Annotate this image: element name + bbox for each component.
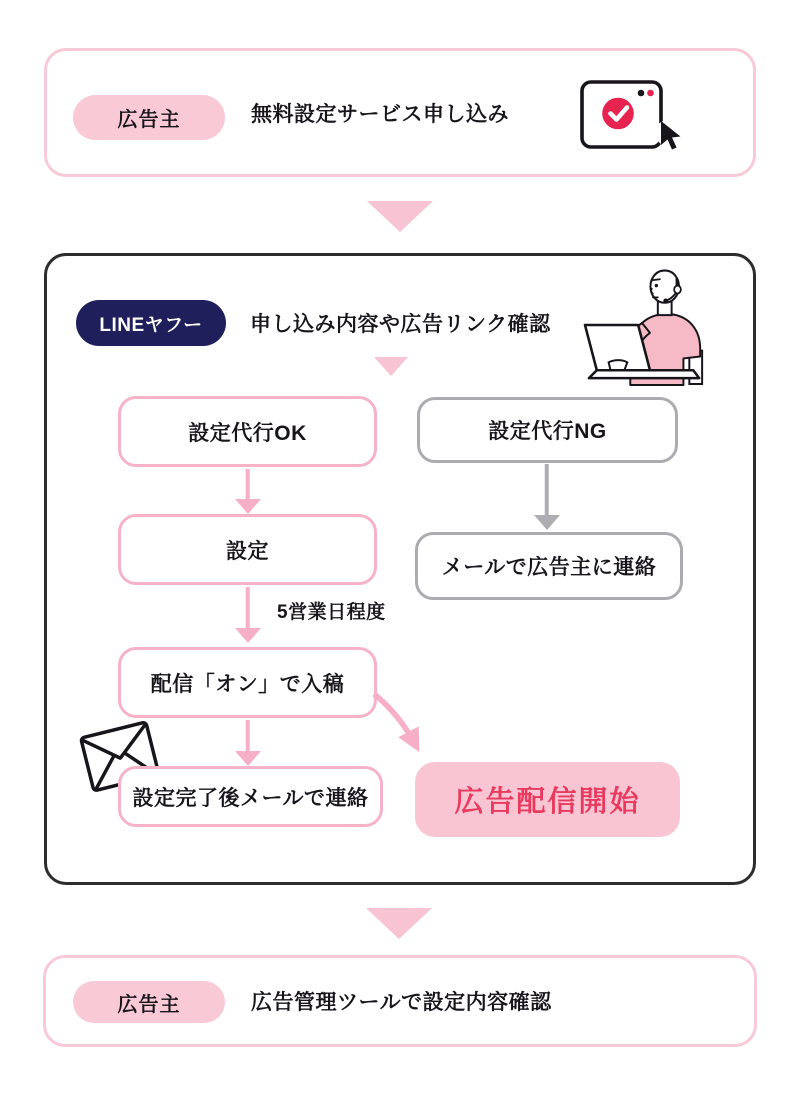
review-text: 申し込み内容や広告リンク確認 [250,313,551,336]
section-advertiser-confirm [43,955,757,1047]
flow-step-mail-advertiser-label: メールで広告主に連絡 [441,556,657,579]
browser-check-cursor-icon [579,79,695,161]
flow-step-setup-ng [417,397,678,463]
section-line-yahoo-process [44,253,756,885]
advertiser-badge-bottom: 広告主 [73,981,225,1023]
down-arrow-separator-2 [374,357,408,376]
arrow-submit-to-result-icon [369,692,441,772]
section-advertiser-apply [44,48,756,177]
flow-step-delivery-on [118,647,377,718]
flow-step-complete-mail [118,766,383,827]
flow-step-setup [118,514,377,585]
support-agent-illustration-icon [571,260,723,386]
flow-step-mail-advertiser [415,532,683,600]
down-arrow-separator-1 [367,201,433,232]
arrow-submit-to-mail-icon [234,720,261,766]
apply-service-text: 無料設定サービス申し込み [251,102,509,126]
duration-note: 5営業日程度 [277,602,386,623]
line-yahoo-badge: LINEヤフー [76,300,226,346]
flow-step-complete-mail-label: 設定完了後メールで連絡 [132,786,369,810]
flow-step-setup-label: 設定 [226,539,269,563]
advertiser-badge: 広告主 [73,95,225,140]
flow-step-setup-ng-label: 設定代行NG [488,420,607,443]
arrow-ng1-to-ng2-icon [533,464,560,530]
flow-step-delivery-on-label: 配信「オン」で入稿 [150,672,345,696]
flow-step-ad-start-label: 広告配信開始 [454,786,641,818]
flow-step-setup-ok-label: 設定代行OK [188,421,307,445]
down-arrow-separator-3 [366,908,432,939]
flow-step-setup-ok [118,396,377,467]
arrow-ok1-to-ok2-icon [234,469,261,514]
confirm-settings-text: 広告管理ツールで設定内容確認 [251,991,552,1014]
arrow-setup-to-submit-icon [234,587,261,643]
flow-step-ad-start [415,762,680,837]
